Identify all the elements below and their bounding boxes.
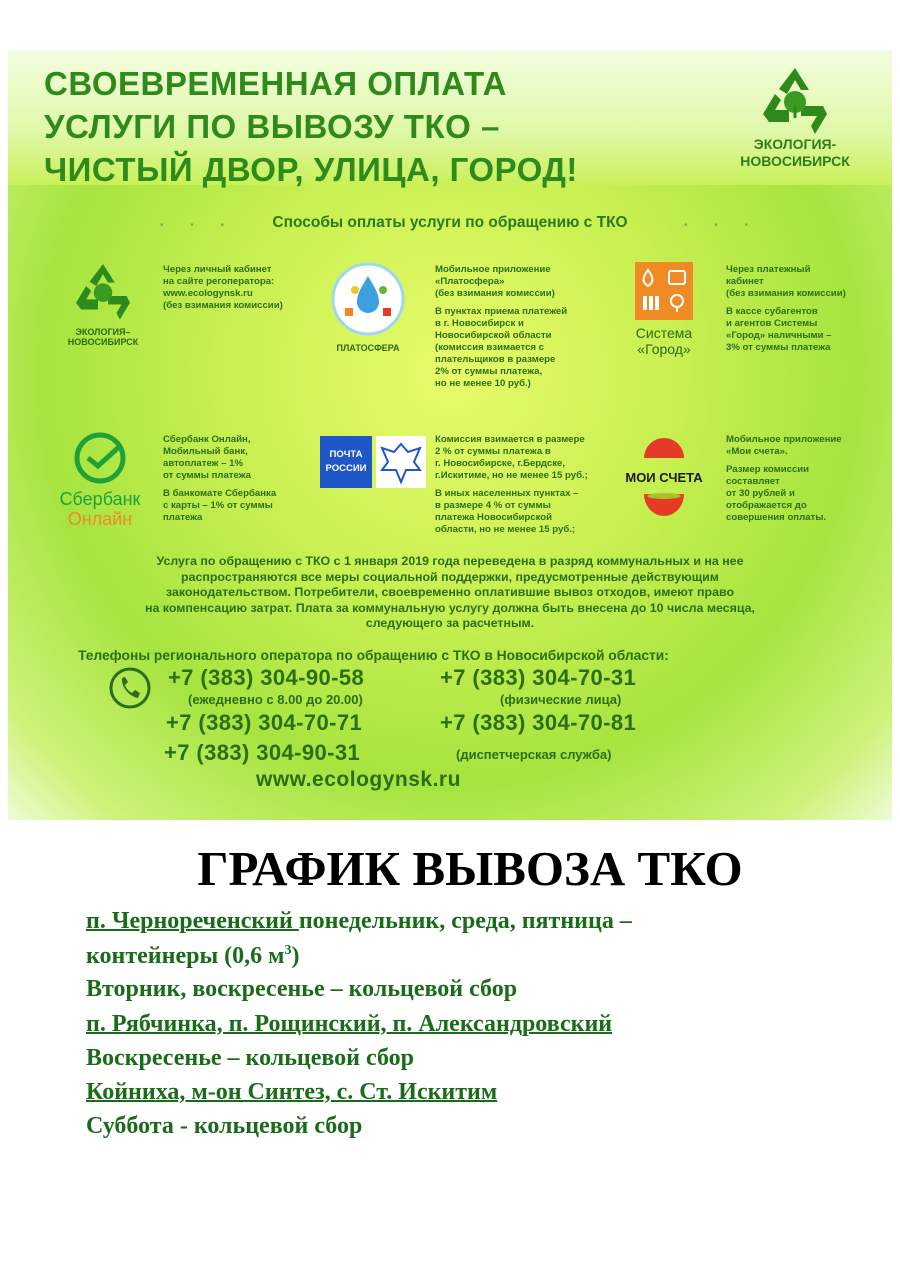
pochta-badge	[320, 436, 372, 488]
phone-3[interactable]: +7 (383) 304-70-71	[166, 710, 363, 735]
text-line: (без взимания комиссии)	[435, 288, 555, 299]
text-line: Комиссия взимается в размере	[435, 434, 585, 445]
phone-5-note: (диспетчерская служба)	[456, 747, 612, 762]
notice-line: законодательством. Потребители, своевременно оплатившие вывоз отходов, имеют право	[165, 585, 735, 600]
methods-title: Способы оплаты услуги по обращению с ТКО	[272, 214, 628, 231]
text-line: в г. Новосибирск и	[435, 318, 524, 329]
notice-line: на компенсацию затрат. Плата за коммунальную услугу должна быть внесена до 10 числа месяца,	[144, 600, 755, 615]
platosfera-icon	[331, 262, 405, 336]
moi-scheta-label: МОИ СЧЕТА	[625, 470, 703, 485]
schedule-line-6: Койниха, м-он Синтез, с. Ст. Искитим	[86, 1079, 498, 1105]
notice-text	[88, 554, 812, 632]
schedule-line-1	[86, 908, 632, 935]
platosfera-label: ПЛАТОСФЕРА	[336, 343, 400, 353]
text-line: Мобильный банк,	[163, 446, 248, 457]
decor-dots-left: • • •	[160, 220, 237, 231]
text-line: Мобильное приложение	[435, 264, 551, 275]
text-line: платежа Новосибирской	[435, 512, 553, 523]
text-line: с карты – 1% от суммы	[163, 500, 273, 511]
gorod-label-2: «Город»	[637, 341, 691, 357]
text-line: 3% от суммы платежа	[726, 342, 831, 353]
recycle-tree-icon	[71, 260, 135, 322]
headline-line-2: УСЛУГИ ПО ВЫВОЗУ ТКО –	[44, 108, 500, 145]
text-line: В кассе субагентов	[726, 306, 818, 317]
eagle-emblem-icon	[376, 436, 426, 488]
text-line: Размер комиссии	[726, 464, 810, 475]
sber-logo	[42, 432, 158, 529]
text-line: плательщиков в размере	[435, 354, 556, 365]
text-line: области, но не менее 15 руб.;	[435, 524, 576, 535]
website-link[interactable]: www.ecologynsk.ru	[256, 768, 461, 791]
schedule-container-end: )	[291, 943, 300, 969]
text-line: г.Искитиме, но не менее 15 руб.;	[435, 470, 588, 481]
gorod-icon	[635, 262, 693, 320]
sber-label-2: Онлайн	[67, 509, 133, 529]
text-line: Новосибирской области	[435, 330, 552, 341]
schedule-superscript: 3	[284, 943, 292, 958]
moi-scheta-logo	[612, 434, 716, 530]
text-line: Мобильное приложение	[726, 434, 842, 445]
text-line: www.ecologynsk.ru	[163, 288, 253, 299]
text-line: автоплатеж – 1%	[163, 458, 244, 469]
schedule-place-1: п. Чернореченский	[86, 908, 299, 934]
phone-icon	[108, 666, 152, 710]
pochta-method-text	[435, 434, 588, 542]
text-line: Через личный кабинет	[163, 264, 272, 275]
notice-line: следующего за расчетным.	[365, 616, 535, 631]
text-line: кабинет	[726, 276, 764, 287]
text-line: Сбербанк Онлайн,	[163, 434, 251, 445]
text-line: 2% от суммы платежа,	[435, 366, 543, 377]
ecology-method-text	[163, 264, 283, 312]
gorod-logo	[622, 262, 706, 357]
schedule-line-3: Вторник, воскресенье – кольцевой сбор	[86, 976, 518, 1002]
text-line: «Платосфера»	[435, 276, 505, 287]
phone-5[interactable]: +7 (383) 304-90-31	[164, 740, 361, 765]
text-line: от суммы платежа	[163, 470, 251, 481]
moi-method-text	[726, 434, 842, 530]
schedule-line-2	[86, 943, 300, 970]
schedule-line-4: п. Рябчинка, п. Рощинский, п. Александровский	[86, 1011, 613, 1037]
text-line: В банкомате Сбербанка	[163, 488, 277, 499]
text-line: совершения оплаты.	[726, 512, 827, 523]
text-line: «Мои счета».	[726, 446, 788, 457]
sber-label-1: Сбербанк	[59, 489, 141, 509]
platosfera-method-text	[435, 264, 567, 396]
bowl-top-icon	[642, 434, 686, 458]
notice-line: распространяются все меры социальной поддержки, предусмотренные действующим	[181, 569, 719, 584]
text-line: «Город» наличными –	[726, 330, 832, 341]
phone-2[interactable]: +7 (383) 304-70-31	[440, 665, 637, 690]
pochta-logo	[320, 436, 426, 488]
poster-headline	[44, 62, 578, 191]
recycle-tree-icon	[757, 64, 833, 136]
text-line: платежа	[163, 512, 203, 523]
gorod-label-1: Система	[635, 325, 693, 341]
schedule-days-1: понедельник, среда, пятница –	[298, 908, 632, 934]
text-line: отображается до	[726, 500, 807, 511]
ecology-logo-label-1: ЭКОЛОГИЯ–	[75, 327, 131, 337]
headline-line-1: СВОЕВРЕМЕННАЯ ОПЛАТА	[44, 65, 507, 102]
ecology-logo-label-2: НОВОСИБИРСК	[67, 337, 139, 347]
poster-header	[8, 50, 892, 188]
bowl-bottom-icon	[642, 492, 686, 518]
text-line: в размере 4 % от суммы	[435, 500, 551, 511]
decor-dots-right: • • •	[684, 220, 761, 231]
headline-line-3: ЧИСТЫЙ ДВОР, УЛИЦА, ГОРОД!	[44, 151, 578, 188]
schedule-title: ГРАФИК ВЫВОЗА ТКО	[197, 841, 743, 896]
text-line: и агентов Системы	[726, 318, 818, 329]
text-line: но не менее 10 руб.)	[435, 378, 531, 389]
text-line: (без взимания комиссии)	[726, 288, 846, 299]
brand-name-1: ЭКОЛОГИЯ-	[753, 136, 837, 152]
ecology-method-logo	[48, 260, 158, 347]
schedule-line-7: Суббота - кольцевой сбор	[86, 1113, 363, 1139]
sber-icon	[74, 432, 126, 484]
text-line: на сайте регоператора:	[163, 276, 275, 287]
platosfera-logo	[326, 262, 410, 353]
gorod-method-text	[726, 264, 846, 360]
phone-1[interactable]: +7 (383) 304-90-58	[168, 665, 365, 690]
text-line: 2 % от суммы платежа в	[435, 446, 551, 457]
payment-poster	[8, 50, 892, 820]
brand-name-2: НОВОСИБИРСК	[740, 153, 850, 169]
text-line: (комиссия взимается с	[435, 342, 545, 353]
text-line: (без взимания комиссии)	[163, 300, 283, 311]
phone-1-note: (ежедневно с 8.00 до 20.00)	[188, 692, 363, 707]
text-line: В иных населенных пунктах –	[435, 488, 579, 499]
text-line: составляет	[726, 476, 780, 487]
phone-2-note: (физические лица)	[500, 692, 622, 707]
phones-title: Телефоны регионального оператора по обращению с ТКО в Новосибирской области:	[78, 648, 669, 663]
text-line: В пунктах приема платежей	[435, 306, 568, 317]
schedule-container-text: контейнеры (0,6 м	[86, 943, 285, 969]
text-line: г. Новосибирске, г.Бердске,	[435, 458, 566, 469]
text-line: Через платежный	[726, 264, 811, 275]
brand-logo	[720, 64, 870, 184]
schedule-line-5: Воскресенье – кольцевой сбор	[86, 1045, 414, 1071]
text-line: от 30 рублей и	[726, 488, 795, 499]
sber-method-text	[163, 434, 276, 530]
phone-4[interactable]: +7 (383) 304-70-81	[440, 710, 637, 735]
notice-line: Услуга по обращению с ТКО с 1 января 2019 года переведена в разряд коммунальных и на нее	[156, 554, 744, 568]
pochta-label-1: ПОЧТА	[329, 449, 363, 460]
pochta-label-2: РОССИИ	[325, 463, 367, 474]
